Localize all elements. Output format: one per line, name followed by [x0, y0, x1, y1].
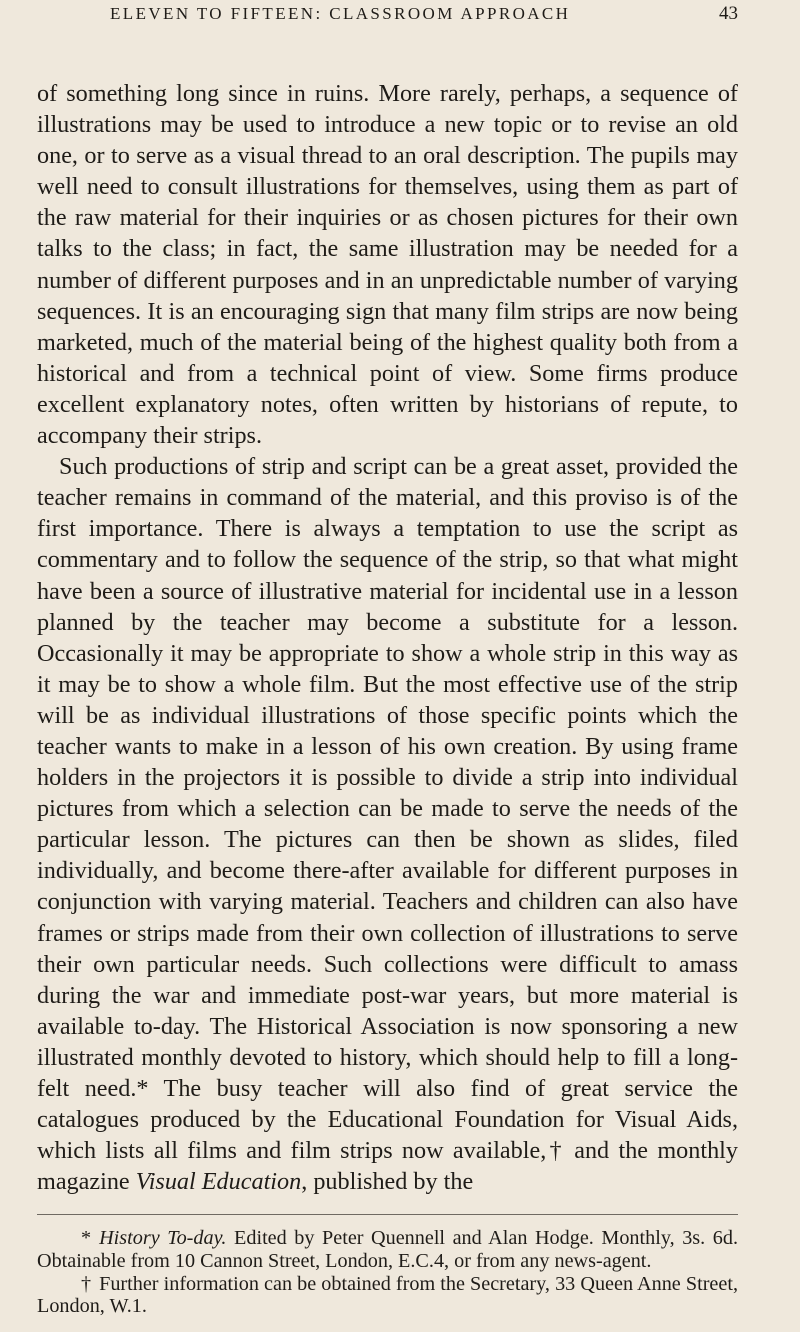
paragraph-2-text-c: and the monthly magazine [37, 1137, 738, 1196]
page-number: 43 [719, 3, 738, 24]
footnotes [37, 1227, 738, 1317]
footnote-1-mark: * [81, 1227, 92, 1250]
footnote-2-mark: † [81, 1272, 92, 1295]
footnote-reference-star: * [136, 1075, 149, 1102]
paragraph-2-text-d: , published by the [301, 1168, 474, 1196]
magazine-title: Visual Education [135, 1168, 302, 1196]
paragraph-2-text-b: The busy teacher will also find of great service the catalogues produced by the Educational Foundation for Visual Aids, which lists all films and film strips now available, [37, 1075, 739, 1165]
footnote-1 [37, 1227, 738, 1272]
running-title: ELEVEN TO FIFTEEN: CLASSROOM APPROACH [110, 4, 571, 23]
running-head [37, 0, 738, 38]
paragraph-1: of something long since in ruins. More rarely, perhaps, a sequence of illustrations may be used to introduce a new topic or to revise an old one, or to serve as a visual thread to an oral description. The pupils may well need to consult illustrations for themselves, using them as part of the raw material for their inquiries or as chosen pictures for their own talks to the class; in fact, the same illustration may be needed for a number of different purposes and in an unpredictable number of varying sequences. It is an encouraging sign that many film strips are now being marketed, much of the material being of the highest quality both from a historical and from a technical point of view. Some firms produce excellent explanatory notes, often written by historians of repute, to accompany their strips. [37, 80, 738, 450]
footnote-separator [37, 1214, 738, 1215]
paragraph-2-text-a: Such productions of strip and script can be a great asset, provided the teacher remains in command of the material, and this proviso is of the first importance. There is always a temptation to use the script as commentary and to follow the sequence of the strip, so that what might have been a source of illustrative material for incidental use in a lesson planned by the teacher may become a substitute for a lesson. Occasionally it may be appropriate to show a whole strip in this way as it may be to show a whole film. But the most effective use of the strip will be as individual illustrations of those specific points which the teacher wants to make in a lesson of his own creation. By using frame holders in the projectors it is possible to divide a strip into individual pictures from which a selection can be made to serve the needs of the particular lesson. The pictures can then be shown as slides, filed individually, and become there-after available for different purposes in conjunction with varying material. Teachers and children can also have frames or strips made from their own collection of illustrations to serve their own particular needs. Such collections were difficult to amass during the war and immediate post-war years, but more material is available to-day. The Historical Association is now sponsoring a new illustrated monthly devoted to history, which should help to fill a long-felt need. [37, 453, 738, 1102]
footnote-1-title: History To-day. [99, 1227, 227, 1250]
footnote-1-text: Edited by Peter Quennell and Alan Hodge. Monthly, 3s. 6d. Obtainable from 10 Cannon Street, London, E.C.4, or from any news-agent. [37, 1227, 738, 1272]
body-text [37, 78, 738, 1197]
footnote-2 [37, 1273, 738, 1318]
footnote-2-text: Further information can be obtained from the Secretary, 33 Queen Anne Street, London, W.1. [37, 1272, 738, 1318]
paragraph-2 [37, 451, 738, 1197]
footnote-reference-dagger: † [546, 1137, 565, 1165]
